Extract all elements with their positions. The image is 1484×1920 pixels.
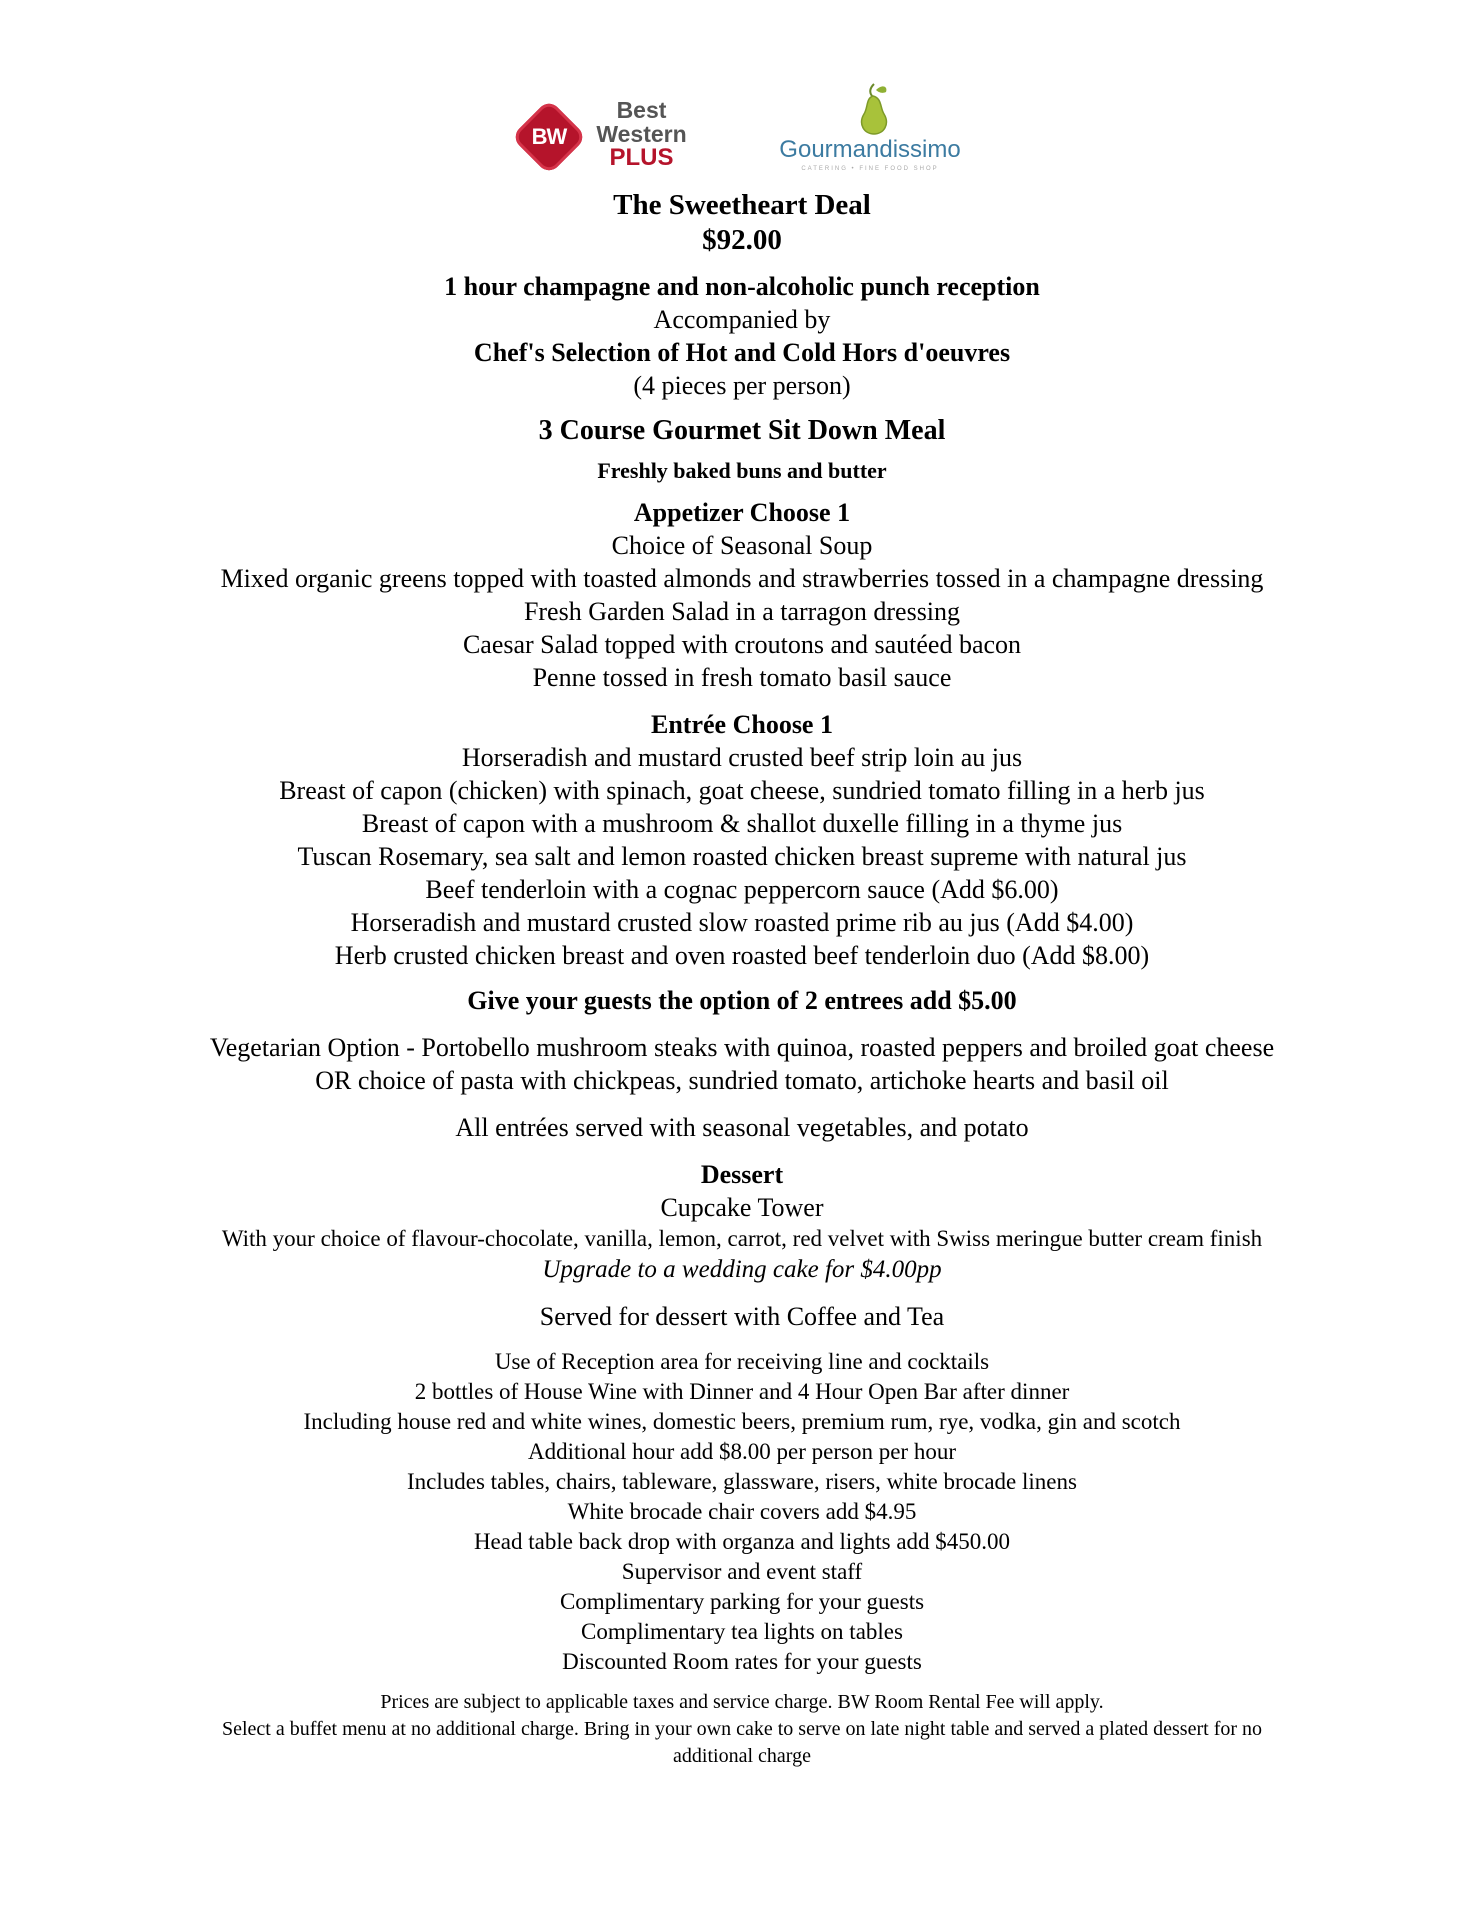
bw-word-plus: PLUS xyxy=(609,144,674,171)
pear-icon xyxy=(856,80,892,136)
entree-item: Breast of capon with a mushroom & shallot duxelle filling in a thyme jus xyxy=(361,809,1123,838)
entree-item: Beef tenderloin with a cognac peppercorn sauce (Add $6.00) xyxy=(425,875,1059,904)
inclusion-item: White brocade chair covers add $4.95 xyxy=(567,1499,917,1524)
logo-bar xyxy=(0,78,1484,178)
gourmandissimo-tagline: CATERING • FINE FOOD SHOP xyxy=(801,166,939,172)
appetizer-item: Penne tossed in fresh tomato basil sauce xyxy=(532,663,952,692)
gourmandissimo-logo xyxy=(770,78,970,178)
dessert-name: Cupcake Tower xyxy=(660,1193,824,1222)
menu-price: $92.00 xyxy=(702,224,782,256)
appetizer-item: Fresh Garden Salad in a tarragon dressing xyxy=(523,597,961,626)
appetizer-item: Caesar Salad topped with croutons and sautéed bacon xyxy=(462,630,1022,659)
served-with-line: All entrées served with seasonal vegetables, and potato xyxy=(455,1113,1029,1142)
accompanied-line: Accompanied by xyxy=(653,305,831,334)
footer-line-3: additional charge xyxy=(673,1745,811,1767)
dessert-upgrade: Upgrade to a wedding cake for $4.00pp xyxy=(542,1256,942,1283)
inclusion-item: Use of Reception area for receiving line and cocktails xyxy=(494,1349,990,1374)
inclusion-item: Including house red and white wines, domestic beers, premium rum, rye, vodka, gin and scotch xyxy=(303,1409,1181,1434)
appetizer-heading: Appetizer Choose 1 xyxy=(633,498,851,527)
gourmandissimo-wordmark: Gourmandissimo xyxy=(779,136,961,163)
dessert-heading: Dessert xyxy=(700,1160,784,1189)
entree-item: Breast of capon (chicken) with spinach, goat cheese, sundried tomato filling in a herb jus xyxy=(279,776,1205,805)
inclusion-item: Includes tables, chairs, tableware, glassware, risers, white brocade linens xyxy=(407,1469,1077,1494)
inclusion-item: Head table back drop with organza and lights add $450.00 xyxy=(473,1529,1011,1554)
bw-word-western: Western xyxy=(596,121,687,147)
two-entree-option: Give your guests the option of 2 entrees add $5.00 xyxy=(467,986,1017,1015)
appetizer-item: Choice of Seasonal Soup xyxy=(611,531,873,560)
entree-item: Horseradish and mustard crusted beef strip loin au jus xyxy=(461,743,1023,772)
footer-line-2: Select a buffet menu at no additional charge. Bring in your own cake to serve on late night table and served a plated dessert for no xyxy=(221,1718,1263,1740)
dessert-flavours: With your choice of flavour-chocolate, vanilla, lemon, carrot, red velvet with Swiss meringue butter cream finish xyxy=(221,1226,1263,1251)
buns-line: Freshly baked buns and butter xyxy=(597,458,887,483)
entree-item: Tuscan Rosemary, sea salt and lemon roasted chicken breast supreme with natural jus xyxy=(297,842,1187,871)
inclusion-item: Complimentary parking for your guests xyxy=(559,1589,925,1614)
inclusion-item: Supervisor and event staff xyxy=(621,1559,863,1584)
pieces-line: (4 pieces per person) xyxy=(633,371,851,400)
vegetarian-line: Vegetarian Option - Portobello mushroom steaks with quinoa, roasted peppers and broiled goat cheese xyxy=(209,1033,1275,1062)
coffee-line: Served for dessert with Coffee and Tea xyxy=(539,1302,945,1331)
inclusion-item: Discounted Room rates for your guests xyxy=(562,1649,922,1674)
hors-doeuvres-line: Chef's Selection of Hot and Cold Hors d'oeuvres xyxy=(473,338,1011,367)
entree-item: Horseradish and mustard crusted slow roasted prime rib au jus (Add $4.00) xyxy=(350,908,1134,937)
menu-title: The Sweetheart Deal xyxy=(613,189,871,221)
footer-line-1: Prices are subject to applicable taxes and service charge. BW Room Rental Fee will apply. xyxy=(380,1691,1104,1713)
entree-item: Herb crusted chicken breast and oven roasted beef tenderloin duo (Add $8.00) xyxy=(334,941,1150,970)
appetizer-item: Mixed organic greens topped with toasted almonds and strawberries tossed in a champagne dressing xyxy=(220,564,1264,593)
inclusion-item: Additional hour add $8.00 per person per hour xyxy=(528,1439,956,1464)
bw-word-best: Best xyxy=(616,97,667,123)
best-western-plus-logo xyxy=(522,98,697,174)
menu-content xyxy=(0,188,1484,1770)
vegetarian-line-2: OR choice of pasta with chickpeas, sundried tomato, artichoke hearts and basil oil xyxy=(315,1066,1169,1095)
entree-heading: Entrée Choose 1 xyxy=(651,710,833,739)
meal-heading: 3 Course Gourmet Sit Down Meal xyxy=(538,415,946,446)
inclusion-item: 2 bottles of House Wine with Dinner and 4 Hour Open Bar after dinner xyxy=(414,1379,1070,1404)
inclusion-item: Complimentary tea lights on tables xyxy=(581,1619,903,1644)
bw-wordmark xyxy=(584,98,699,170)
bw-badge-text: BW xyxy=(531,124,567,149)
reception-line: 1 hour champagne and non-alcoholic punch reception xyxy=(444,272,1040,301)
